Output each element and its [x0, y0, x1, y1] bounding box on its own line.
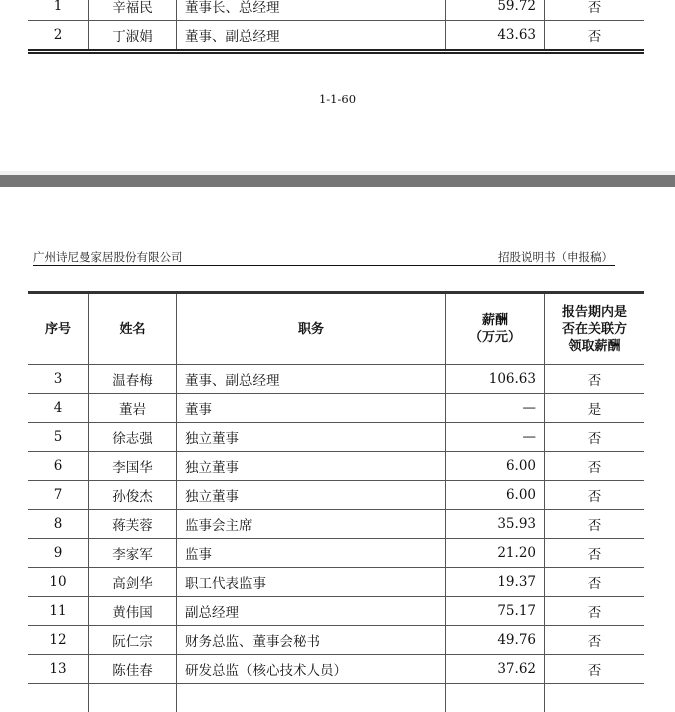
row-number: 8 [28, 510, 89, 539]
person-name: 陈佳春 [89, 655, 177, 684]
column-header-salary [446, 293, 545, 365]
table-row [28, 626, 644, 655]
position: 独立董事 [177, 423, 446, 452]
related-party-pay: 否 [545, 423, 645, 452]
table-row [28, 481, 644, 510]
position: 财务总监、董事会秘书 [177, 626, 446, 655]
position: 监事 [177, 539, 446, 568]
row-number: 1 [28, 0, 89, 21]
salary: 106.63 [446, 365, 545, 394]
related-party-pay: 否 [545, 597, 645, 626]
person-name: 董岩 [89, 394, 177, 423]
table-row [28, 423, 644, 452]
table-row [28, 394, 644, 423]
running-header [33, 247, 615, 266]
row-number: 4 [28, 394, 89, 423]
person-name: 高剑华 [89, 568, 177, 597]
row-number: 13 [28, 655, 89, 684]
page-1-1-60 [0, 0, 675, 175]
compensation-table-continued [28, 0, 644, 54]
related-party-pay: 否 [545, 452, 645, 481]
column-header-name: 姓名 [89, 293, 177, 365]
row-number: 2 [28, 21, 89, 52]
table-row [28, 510, 644, 539]
compensation-table [28, 291, 644, 712]
salary: — [446, 394, 545, 423]
salary-header-line1: 薪酬 [446, 312, 544, 329]
salary: 49.76 [446, 626, 545, 655]
row-number: 12 [28, 626, 89, 655]
related-party-pay: 否 [545, 481, 645, 510]
position [177, 684, 446, 712]
row-number: 11 [28, 597, 89, 626]
position: 研发总监（核心技术人员） [177, 655, 446, 684]
related-party-pay: 否 [545, 510, 645, 539]
related-party-pay: 否 [545, 365, 645, 394]
salary: 59.72 [446, 0, 545, 21]
row-number: 5 [28, 423, 89, 452]
related-header-line1: 报告期内是 [545, 304, 644, 321]
row-number: 9 [28, 539, 89, 568]
table-row [28, 539, 644, 568]
position: 副总经理 [177, 597, 446, 626]
page-number: 1-1-60 [0, 92, 675, 106]
table-row-partial [28, 684, 644, 712]
person-name: 丁淑娟 [89, 21, 177, 52]
table-row [28, 568, 644, 597]
page-next [0, 187, 675, 676]
table-row [28, 21, 644, 52]
salary [446, 684, 545, 712]
salary: 21.20 [446, 539, 545, 568]
person-name: 阮仁宗 [89, 626, 177, 655]
salary: 37.62 [446, 655, 545, 684]
table-row [28, 0, 644, 21]
position: 独立董事 [177, 452, 446, 481]
table-row [28, 655, 644, 684]
person-name: 蒋芙蓉 [89, 510, 177, 539]
table-row [28, 452, 644, 481]
salary-header-line2: （万元） [446, 329, 544, 346]
person-name: 李家军 [89, 539, 177, 568]
person-name: 徐志强 [89, 423, 177, 452]
person-name [89, 684, 177, 712]
row-number: 10 [28, 568, 89, 597]
related-party-pay: 否 [545, 539, 645, 568]
salary: 75.17 [446, 597, 545, 626]
related-party-pay: 否 [545, 568, 645, 597]
related-party-pay: 是 [545, 394, 645, 423]
table-row [28, 365, 644, 394]
position: 监事会主席 [177, 510, 446, 539]
related-party-pay: 否 [545, 626, 645, 655]
salary: 43.63 [446, 21, 545, 52]
table-row [28, 597, 644, 626]
row-number: 3 [28, 365, 89, 394]
column-header-no: 序号 [28, 293, 89, 365]
position: 独立董事 [177, 481, 446, 510]
company-name: 广州诗尼曼家居股份有限公司 [33, 249, 183, 265]
person-name: 李国华 [89, 452, 177, 481]
related-party-pay [545, 684, 645, 712]
salary: — [446, 423, 545, 452]
salary: 6.00 [446, 452, 545, 481]
row-number [28, 684, 89, 712]
related-party-pay: 否 [545, 655, 645, 684]
person-name: 温春梅 [89, 365, 177, 394]
salary: 6.00 [446, 481, 545, 510]
related-header-line3: 领取薪酬 [545, 338, 644, 355]
related-party-pay: 否 [545, 21, 645, 52]
table-header-row [28, 293, 644, 365]
salary: 35.93 [446, 510, 545, 539]
position: 职工代表监事 [177, 568, 446, 597]
column-header-related-party [545, 293, 645, 365]
position: 董事 [177, 394, 446, 423]
row-number: 6 [28, 452, 89, 481]
person-name: 黄伟国 [89, 597, 177, 626]
column-header-position: 职务 [177, 293, 446, 365]
person-name: 辛福民 [89, 0, 177, 21]
document-title: 招股说明书（申报稿） [498, 249, 613, 265]
page-separator [0, 175, 675, 187]
position: 董事、副总经理 [177, 365, 446, 394]
salary: 19.37 [446, 568, 545, 597]
position: 董事长、总经理 [177, 0, 446, 21]
related-party-pay: 否 [545, 0, 645, 21]
row-number: 7 [28, 481, 89, 510]
person-name: 孙俊杰 [89, 481, 177, 510]
related-header-line2: 否在关联方 [545, 321, 644, 338]
position: 董事、副总经理 [177, 21, 446, 52]
